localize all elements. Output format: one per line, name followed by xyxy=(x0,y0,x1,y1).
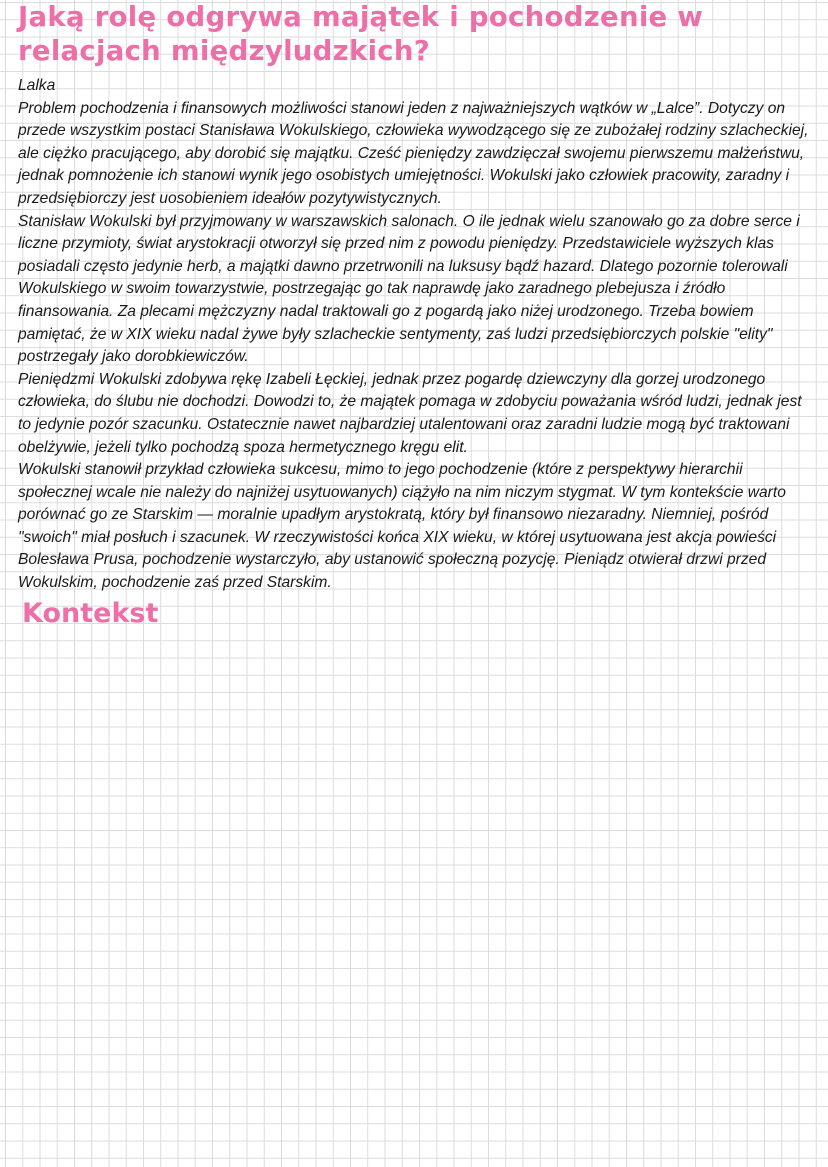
section-heading-kontekst: Kontekst xyxy=(22,597,159,629)
paragraph-2: Stanisław Wokulski był przyjmowany w warszawskich salonach. O ile jednak wielu szanowało go za dobre serce i liczne przymioty, świat arystokracji otworzył się przed nim z powodu pieniędzy. Przedstawiciele wyższych klas posiadali często jedynie herb, a majątki dawno przetrwonili na luksusy bądź hazard. Dlatego pozornie tolerowali Wokulskiego w swoim towarzystwie, postrzegając go tak naprawdę jako zaradnego plebejusza i źródło finansowania. Za plecami mężczyzny nadal traktowali go z pogardą jako niżej urodzonego. Trzeba bowiem pamiętać, że w XIX wieku nadal żywe były szlacheckie sentymenty, zaś ludzi przedsiębiorczych polskie "elity" postrzegały jako dorobkiewiczów. xyxy=(18,212,800,366)
page-title: Jaką rolę odgrywa majątek i pochodzenie w relacjach międzyludzkich? xyxy=(18,1,704,67)
paragraph-3: Pieniędzmi Wokulski zdobywa rękę Izabeli Łęckiej, jednak przez pogardę dziewczyny dla gorzej urodzonego człowieka, do ślubu nie dochodzi. Dowodzi to, że majątek pomaga w zdobyciu poważania wśród ludzi, jednak jest to jedynie pozór szacunku. Ostatecznie nawet najbardziej utalentowani oraz zaradni ludzie mogą być traktowani obelżywie, jeżeli tylko pochodzą spoza hermetycznego kręgu elit. xyxy=(18,370,802,456)
paragraph-1: Problem pochodzenia i finansowych możliwości stanowi jeden z najważniejszych wątków w „Lalce”. Dotyczy on przede wszystkim postaci Stanisława Wokulskiego, człowieka wywodzącego się ze zubożałej rodziny szlacheckiej, ale ciężko pracującego, aby dorobić się majątku. Cześć pieniędzy zawdzięczał swojemu pierwszemu małżeństwu, jednak pomnożenie ich stanowi wynik jego osobistych umiejętności. Wokulski jako człowiek pracowity, zaradny i przedsiębiorczy jest uosobieniem ideałów pozytywistycznych. xyxy=(18,99,809,207)
work-label: Lalka xyxy=(18,77,56,94)
document-page xyxy=(18,0,818,631)
paragraph-4: Wokulski stanowił przykład człowieka sukcesu, mimo to jego pochodzenie (które z perspektywy hierarchii społecznej wcale nie należy do najniżej usytuowanych) ciążyło na nim niczym stygmat. W tym kontekście warto porównać go ze Starskim — moralnie upadłym arystokratą, który był finansowo niezaradny. Niemniej, pośród "swoich" miał posłuch i szacunek. W rzeczywistości końca XIX wieku, w której usytuowana jest akcja powieści Bolesława Prusa, pochodzenie wystarczyło, aby ustanowić społeczną pozycję. Pieniądz otwierał drzwi przed Wokulskim, pochodzenie zaś przed Starskim. xyxy=(18,461,786,592)
